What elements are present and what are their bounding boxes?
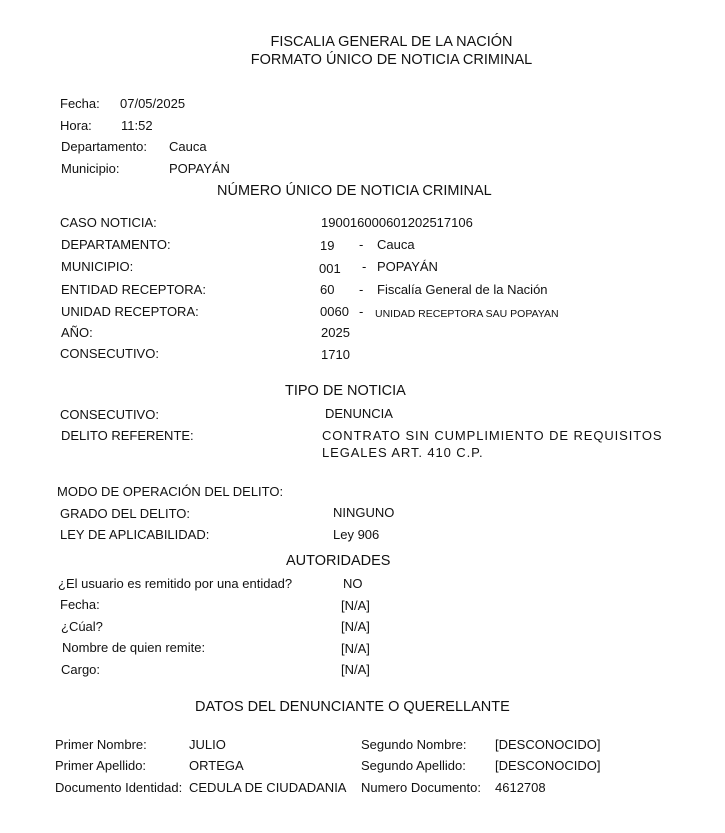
primer-nombre-value: JULIO: [189, 737, 226, 752]
autoridades-title: AUTORIDADES: [286, 553, 391, 569]
numero-documento-value: 4612708: [495, 780, 546, 795]
autoridad-fecha-value: [N/A]: [341, 598, 370, 613]
caso-noticia-label: CASO NOTICIA:: [60, 215, 157, 230]
header-title-line2: FORMATO ÚNICO DE NOTICIA CRIMINAL: [250, 52, 533, 68]
fecha-value: 07/05/2025: [120, 96, 186, 111]
caso-noticia-value: 190016000601202517106: [321, 215, 473, 230]
cargo-label: Cargo:: [61, 662, 101, 677]
entidad-receptora-name: Fiscalía General de la Nación: [377, 282, 548, 297]
municipio-code-label: MUNICIPIO:: [61, 259, 134, 274]
delito-referente-line2: LEGALES ART. 410 C.P.: [322, 445, 484, 460]
remitido-label: ¿El usuario es remitido por una entidad?: [58, 576, 293, 591]
remitido-value: NO: [343, 576, 363, 591]
departamento-code: 19: [320, 238, 335, 253]
nombre-remite-value: [N/A]: [341, 641, 370, 656]
entidad-receptora-label: ENTIDAD RECEPTORA:: [61, 282, 206, 297]
cual-value: [N/A]: [341, 619, 370, 634]
anio-value: 2025: [321, 325, 350, 340]
documento-identidad-value: CEDULA DE CIUDADANIA: [189, 780, 347, 795]
unidad-separator: -: [359, 304, 364, 319]
municipio-value: POPAYÁN: [169, 161, 230, 176]
hora-value: 11:52: [121, 118, 153, 133]
tipo-consecutivo-label: CONSECUTIVO:: [60, 407, 159, 422]
segundo-apellido-label: Segundo Apellido:: [361, 758, 466, 773]
entidad-receptora-code: 60: [320, 282, 335, 297]
fecha-label: Fecha:: [60, 96, 100, 111]
departamento-code-label: DEPARTAMENTO:: [61, 237, 171, 252]
municipio-code: 001: [319, 261, 341, 276]
ley-aplicabilidad-value: Ley 906: [333, 527, 380, 542]
segundo-nombre-label: Segundo Nombre:: [361, 737, 467, 752]
primer-apellido-label: Primer Apellido:: [55, 758, 147, 773]
autoridad-fecha-label: Fecha:: [60, 597, 100, 612]
unidad-receptora-code: 0060: [320, 304, 349, 319]
grado-delito-label: GRADO DEL DELITO:: [60, 506, 191, 521]
modo-operacion-label: MODO DE OPERACIÓN DEL DELITO:: [57, 484, 284, 499]
delito-referente-line1: CONTRATO SIN CUMPLIMIENTO DE REQUISITOS: [322, 428, 663, 443]
municipio-separator: -: [362, 259, 367, 274]
nombre-remite-label: Nombre de quien remite:: [62, 640, 206, 655]
grado-delito-value: NINGUNO: [333, 505, 395, 520]
departamento-label: Departamento:: [61, 139, 147, 154]
primer-apellido-value: ORTEGA: [189, 758, 244, 773]
tipo-noticia-title: TIPO DE NOTICIA: [285, 383, 406, 399]
entidad-separator: -: [359, 282, 364, 297]
numero-documento-label: Numero Documento:: [361, 780, 481, 795]
numero-unico-title: NÚMERO ÚNICO DE NOTICIA CRIMINAL: [217, 183, 492, 199]
departamento-name: Cauca: [377, 237, 415, 252]
tipo-consecutivo-value: DENUNCIA: [325, 406, 393, 421]
cargo-value: [N/A]: [341, 662, 370, 677]
departamento-value: Cauca: [169, 139, 207, 154]
hora-label: Hora:: [60, 118, 92, 133]
ley-aplicabilidad-label: LEY DE APLICABILIDAD:: [60, 527, 210, 542]
segundo-nombre-value: [DESCONOCIDO]: [495, 737, 601, 752]
consecutivo-value: 1710: [321, 347, 350, 362]
delito-referente-label: DELITO REFERENTE:: [61, 428, 194, 443]
departamento-separator: -: [359, 237, 364, 252]
anio-label: AÑO:: [61, 325, 93, 340]
cual-label: ¿Cúal?: [61, 619, 103, 634]
municipio-label: Municipio:: [61, 161, 120, 176]
unidad-receptora-name: UNIDAD RECEPTORA SAU POPAYAN: [375, 308, 559, 320]
segundo-apellido-value: [DESCONOCIDO]: [495, 758, 601, 773]
municipio-name: POPAYÁN: [377, 259, 438, 274]
consecutivo-label: CONSECUTIVO:: [60, 346, 159, 361]
documento-identidad-label: Documento Identidad:: [55, 780, 183, 795]
denunciante-title: DATOS DEL DENUNCIANTE O QUERELLANTE: [195, 699, 510, 715]
unidad-receptora-label: UNIDAD RECEPTORA:: [61, 304, 199, 319]
primer-nombre-label: Primer Nombre:: [55, 737, 147, 752]
header-title-line1: FISCALIA GENERAL DE LA NACIÓN: [270, 34, 513, 50]
